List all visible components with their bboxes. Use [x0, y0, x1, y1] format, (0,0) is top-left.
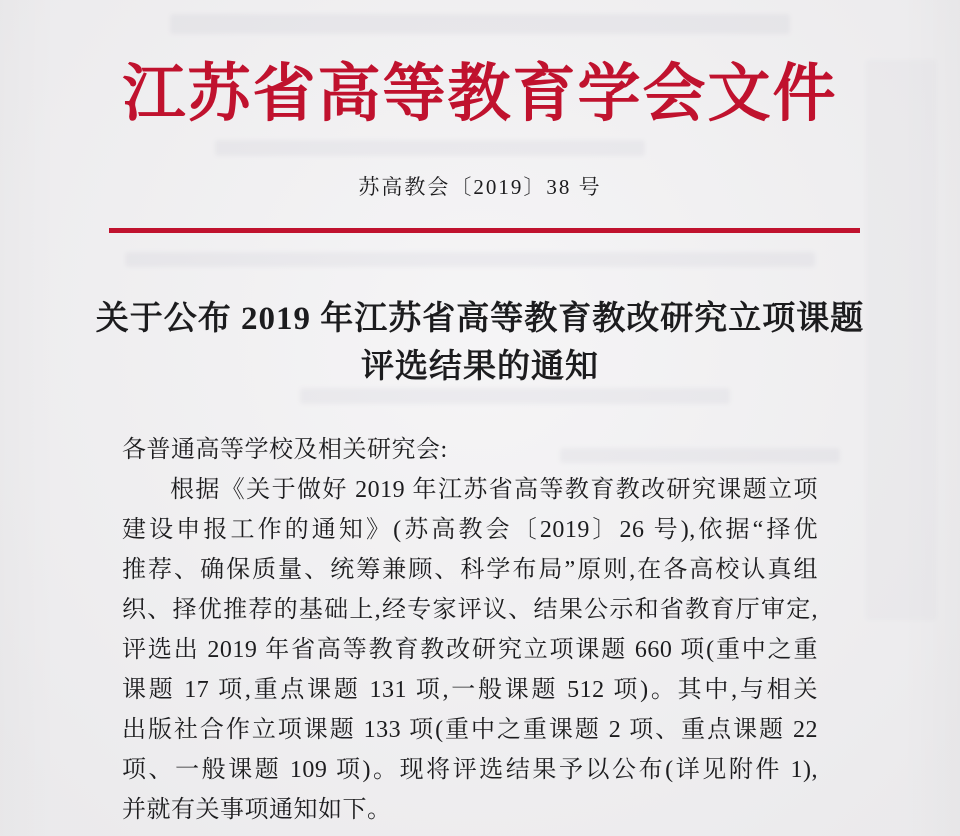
- body-line: 建设申报工作的通知》(苏高教会〔2019〕26 号),依据“择优: [122, 517, 818, 543]
- document-title: [60, 295, 900, 391]
- org-title: 江苏省高等教育学会文件: [122, 59, 838, 129]
- body-line: 织、择优推荐的基础上,经专家评议、结果公示和省教育厅审定,: [122, 597, 818, 623]
- document-title-line2: 评选结果的通知: [361, 349, 599, 385]
- document-title-line1: 关于公布 2019 年江苏省高等教育教改研究立项课题: [95, 301, 865, 337]
- document-body: [122, 430, 818, 830]
- doc-number: 苏高教会〔2019〕38 号: [358, 175, 602, 199]
- bleedthrough-smudge: [170, 14, 790, 34]
- body-line: 根据《关于做好 2019 年江苏省高等教育教改研究课题立项: [170, 477, 818, 503]
- bleedthrough-smudge: [125, 252, 815, 267]
- bleedthrough-smudge: [215, 140, 645, 156]
- body-line: 项、一般课题 109 项)。现将评选结果予以公布(详见附件 1),: [122, 757, 818, 783]
- body-line: 课题 17 项,重点课题 131 项,一般课题 512 项)。其中,与相关: [122, 677, 818, 703]
- body-line: 出版社合作立项课题 133 项(重中之重课题 2 项、重点课题 22: [122, 717, 818, 743]
- body-line: 评选出 2019 年省高等教育教改研究立项课题 660 项(重中之重: [122, 637, 818, 663]
- red-divider-line: [109, 228, 860, 233]
- body-line: 推荐、确保质量、统筹兼顾、科学布局”原则,在各高校认真组: [122, 557, 818, 583]
- salutation: 各普通高等学校及相关研究会:: [122, 437, 448, 463]
- body-line: 并就有关事项通知如下。: [122, 797, 392, 823]
